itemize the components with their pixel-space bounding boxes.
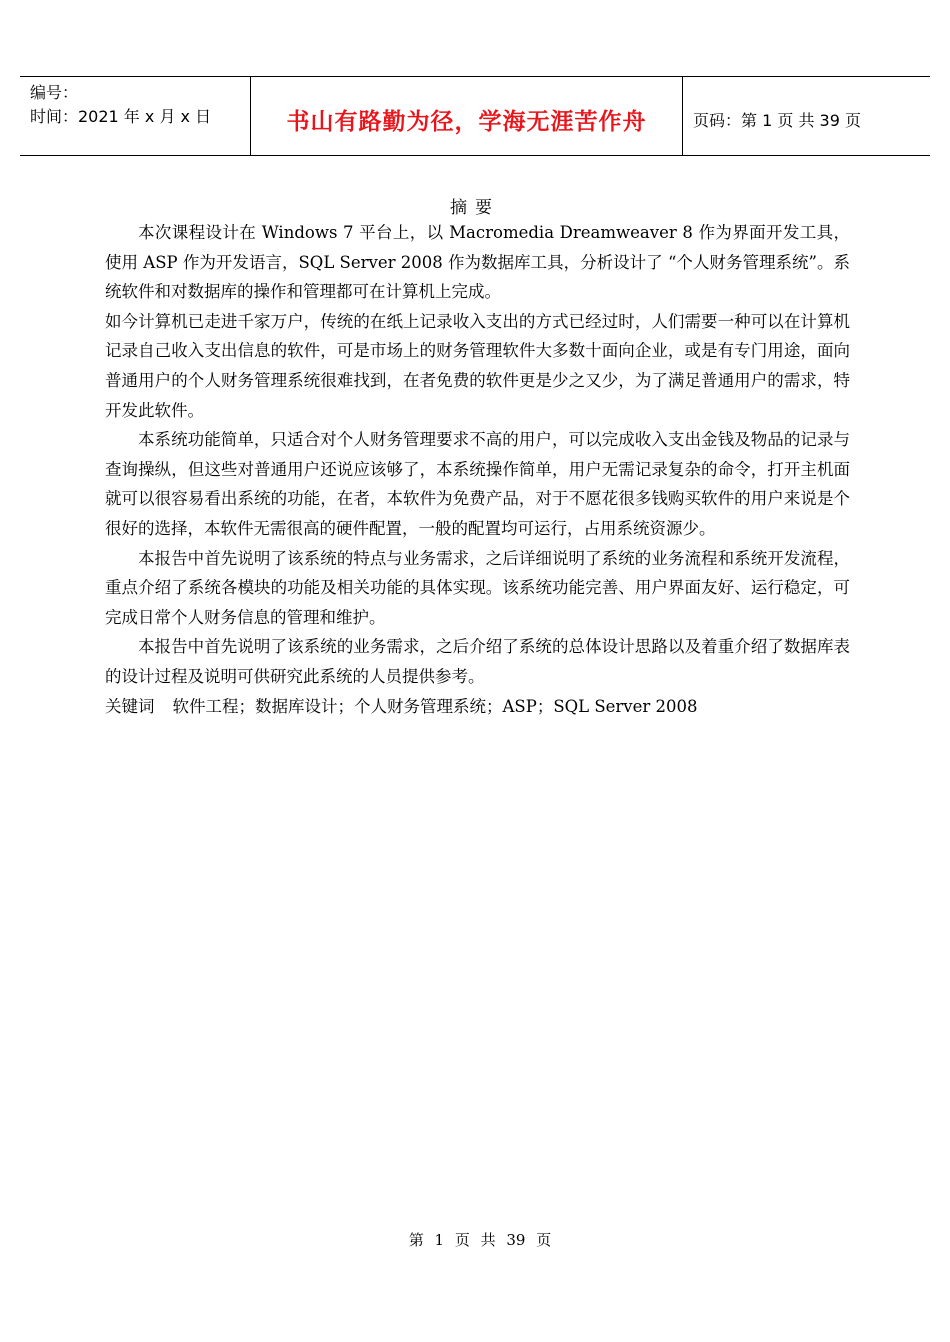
- header-meta: [20, 77, 251, 155]
- document-time: 时间：2021 年 x 月 x 日: [30, 107, 212, 126]
- header-motto: 书山有路勤为径，学海无涯苦作舟: [251, 77, 683, 155]
- abstract-paragraph-4: 本报告中首先说明了该系统的特点与业务需求，之后详细说明了系统的业务流程和系统开发流程，重点介绍了系统各模块的功能及相关功能的具体实现。该系统功能完善、用户界面友好、运行稳定，可完成日常个人财务信息的管理和维护。: [105, 548, 850, 627]
- abstract-paragraph-1: 本次课程设计在 Windows 7 平台上，以 Macromedia Dreamweaver 8 作为界面开发工具，使用 ASP 作为开发语言，SQL Server 2008 作为数据库工具，分析设计了 “个人财务管理系统”。系统软件和对数据库的操作和管理都可在计算机上完成。: [105, 223, 850, 302]
- abstract-paragraph-2: 如今计算机已走进千家万户，传统的在纸上记录收入支出的方式已经过时，人们需要一种可以在计算机记录自己收入支出信息的软件，可是市场上的财务管理软件大多数十面向企业，或是有专门用途，面向普通用户的个人财务管理系统很难找到，在者免费的软件更是少之又少，为了满足普通用户的需求，特开发此软件。: [105, 311, 850, 420]
- page-footer: 第 1 页 共 39 页: [408, 1231, 552, 1249]
- keywords-line: [105, 692, 850, 722]
- abstract-body: [105, 218, 850, 721]
- keywords-label: 关键词: [105, 696, 155, 716]
- document-number-label: 编号：: [30, 83, 79, 102]
- abstract-title: 摘要: [450, 198, 500, 218]
- abstract-paragraph-5: 本报告中首先说明了该系统的业务需求，之后介绍了系统的总体设计思路以及着重介绍了数据库表的设计过程及说明可供研究此系统的人员提供参考。: [105, 637, 850, 686]
- header-page-info: 页码：第 1 页 共 39 页: [693, 110, 861, 130]
- abstract-paragraph-3: 本系统功能简单，只适合对个人财务管理要求不高的用户，可以完成收入支出金钱及物品的记录与查询操纵，但这些对普通用户还说应该够了，本系统操作简单，用户无需记录复杂的命令，打开主机面就可以很容易看出系统的功能，在者，本软件为免费产品，对于不愿花很多钱购买软件的用户来说是个很好的选择，本软件无需很高的硬件配置，一般的配置均可运行，占用系统资源少。: [105, 430, 850, 538]
- page-header: [20, 76, 930, 156]
- keywords-list: 软件工程；数据库设计；个人财务管理系统；ASP；SQL Server 2008: [172, 696, 698, 716]
